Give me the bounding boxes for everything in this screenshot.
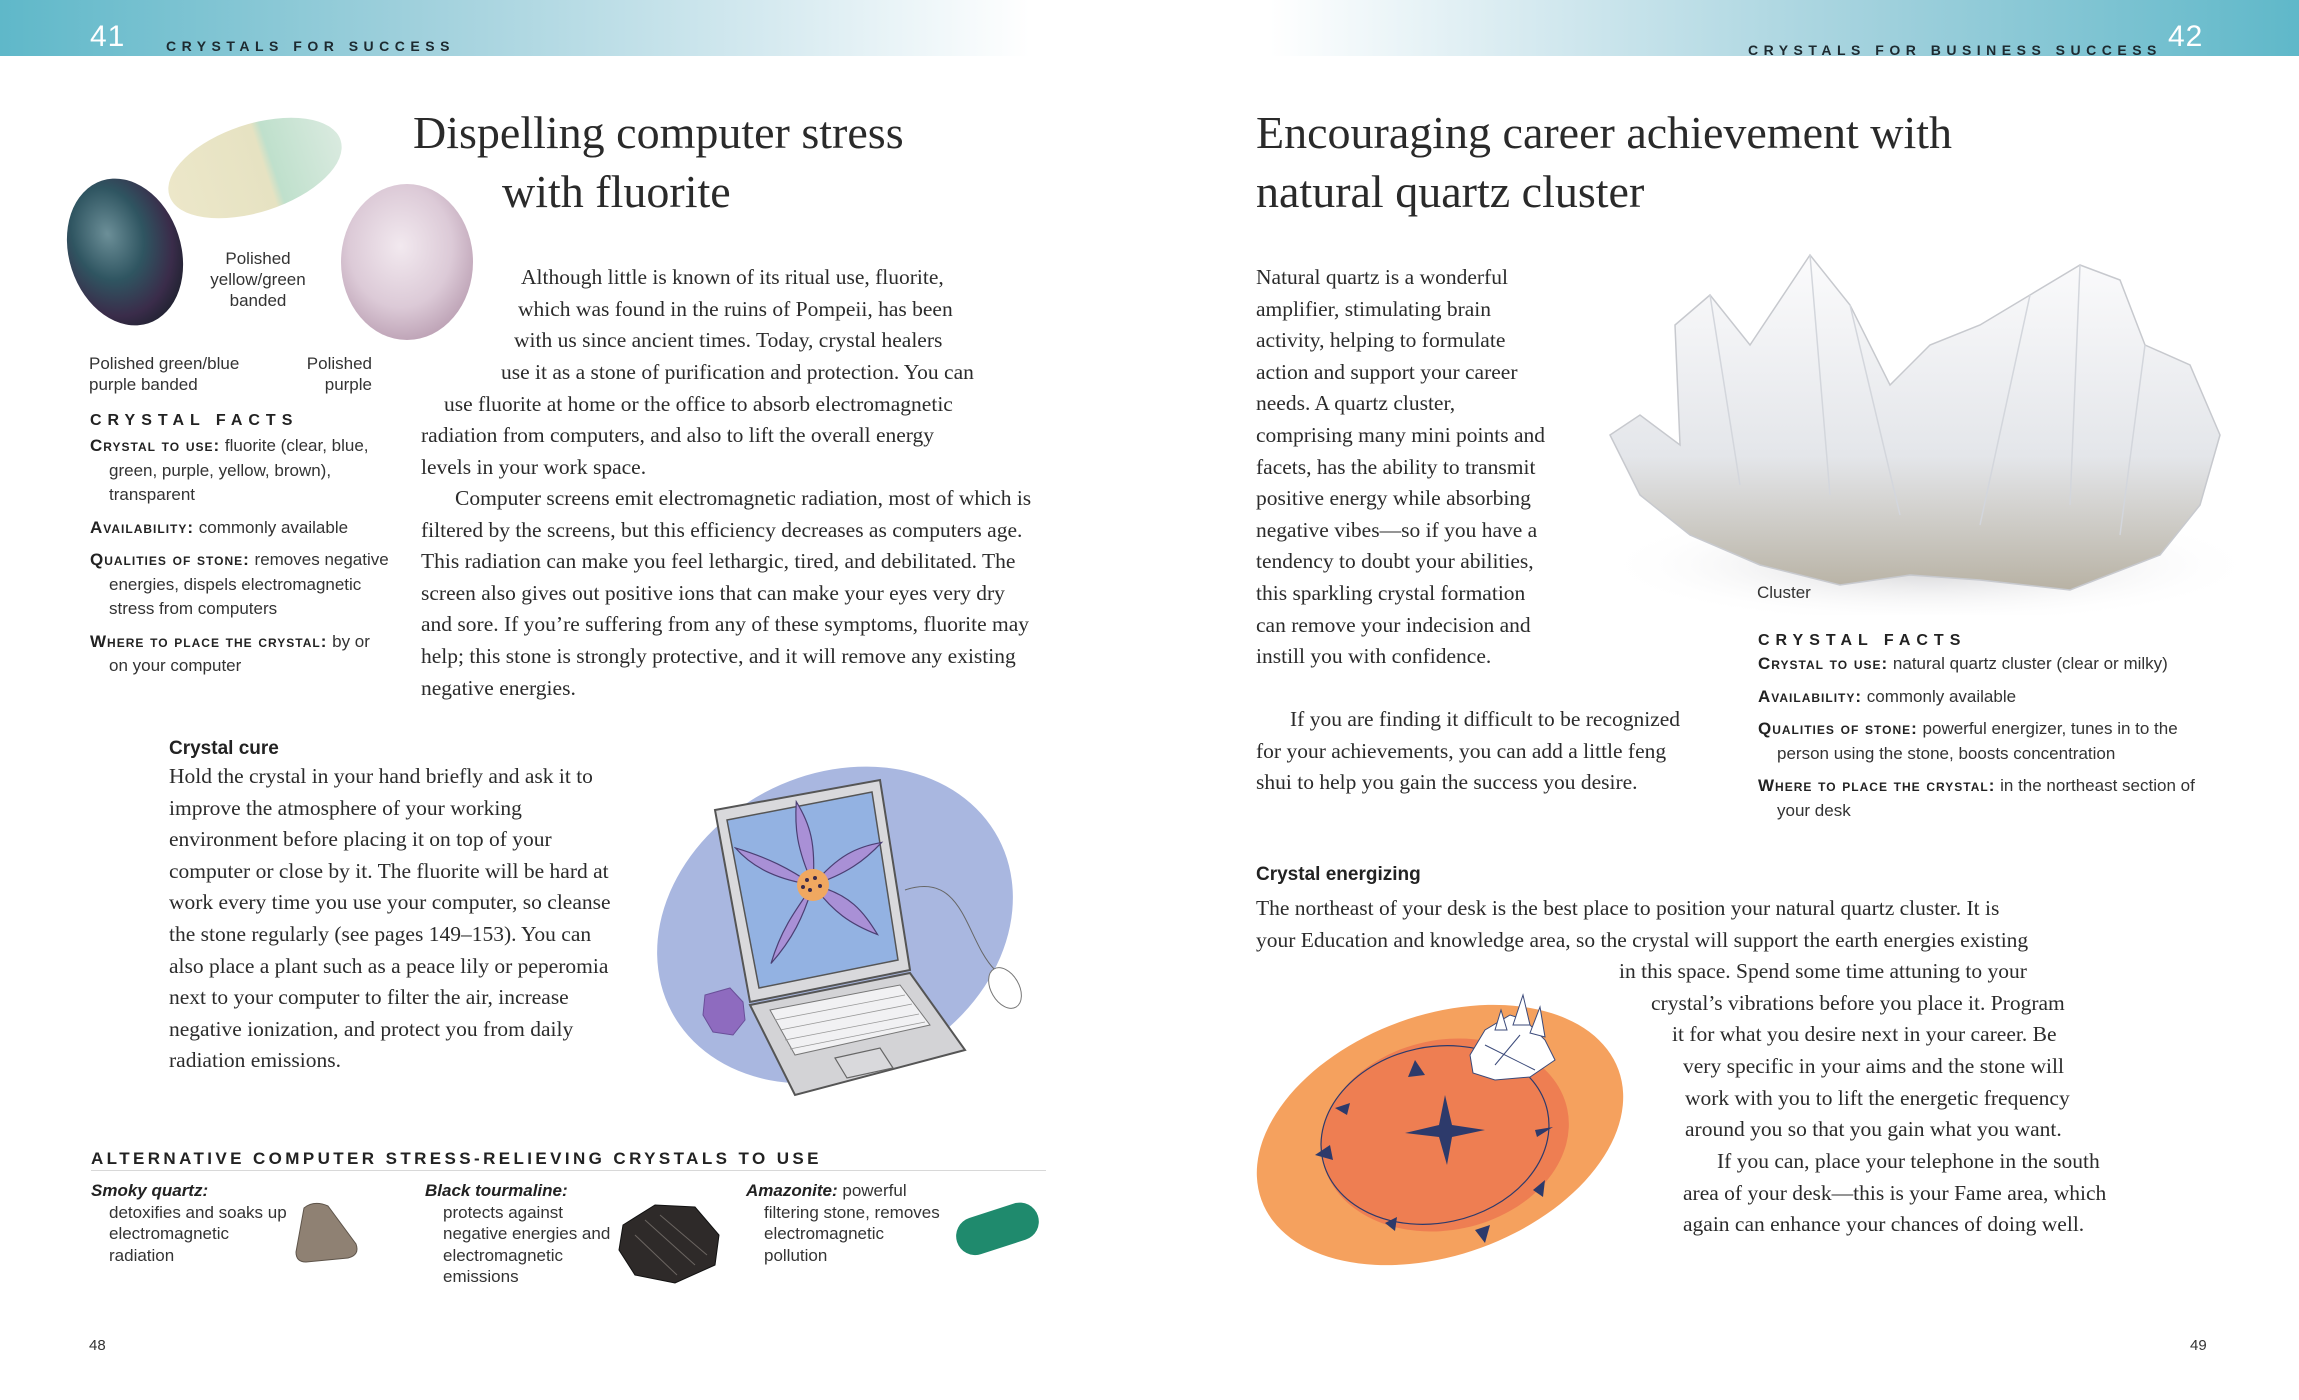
left-running-title: CRYSTALS FOR SUCCESS	[166, 38, 455, 54]
crystal-cure-section	[169, 738, 629, 1077]
intro-line-1: Although little is known of its ritual use, fluorite,	[521, 265, 944, 289]
caption-green-blue: Polished green/blue purple banded	[89, 354, 240, 394]
crystal-energizing-heading: Crystal energizing	[1256, 864, 1421, 885]
amazonite-photo	[950, 1195, 1045, 1265]
intro-line-4: use it as a stone of purification and protection. You can	[501, 360, 974, 384]
energizing-line-4: crystal’s vibrations before you place it. Program	[1651, 991, 2065, 1015]
right-intro: Natural quartz is a wonderful amplifier, stimulating brain activity, helping to formulate action and support your career needs. A quartz cluster, comprising many mini points and facets, has the ability to transmit positive energy while absorbing negative vibes—so if you have a tendency to doubt your abilities, this sparkling crystal formation can remove your indecision and instill you with confidence.	[1256, 265, 1546, 669]
alt-amazonite: Amazonite: powerful filtering stone, removes electromagnetic pollution	[746, 1181, 940, 1265]
laptop-illustration	[635, 740, 1035, 1100]
right-folio: 49	[2190, 1337, 2207, 1354]
fact-qualities: Qualities of stone: powerful energizer, tunes in to the person using the stone, boosts concentration	[1758, 719, 2178, 763]
left-paragraph-2: Computer screens emit electromagnetic radiation, most of which is filtered by the screens, but this efficiency decreases as computers age. This radiation can make you feel lethargic, tired, and debilitated. The screen also gives out positive ions that can make your eyes very dry and sore. If you’re suffering from any of these symptoms, fluorite may help; this stone is strongly protective, and it will remove any existing negative energies.	[421, 486, 1032, 700]
alternatives-heading: ALTERNATIVE COMPUTER STRESS-RELIEVING CRYSTALS TO USE	[91, 1149, 822, 1168]
energizing-line-1: The northeast of your desk is the best place to position your natural quartz cluster. It is	[1256, 896, 2000, 920]
compass-illustration	[1245, 985, 1640, 1285]
energizing-line-3: in this space. Spend some time attuning to your	[1619, 959, 2027, 983]
left-header-band	[0, 0, 1030, 56]
caption-yellow-green: Polished yellow/green banded	[210, 249, 306, 310]
left-page-title-line-1: Dispelling computer stress	[413, 107, 904, 158]
fluorite-stones-photo	[55, 110, 475, 370]
fact-availability: Availability: commonly available	[1758, 686, 2017, 706]
black-tourmaline-photo	[615, 1195, 725, 1290]
right-chapter-number: 42	[2168, 20, 2204, 53]
quartz-cluster-photo	[1600, 235, 2240, 615]
energizing-line-6: very specific in your aims and the stone will	[1683, 1054, 2064, 1078]
left-crystal-facts	[90, 412, 390, 687]
left-folio: 48	[89, 1337, 106, 1354]
intro-line-3: with us since ancient times. Today, crystal healers	[514, 328, 943, 352]
alt-black-tourmaline: Black tourmaline: protects against negative energies and electromagnetic emissions	[425, 1181, 611, 1286]
fact-crystal-to-use: Crystal to use: fluorite (clear, blue, green, purple, yellow, brown), transparent	[90, 436, 369, 504]
right-page-title-line-1: Encouraging career achievement with	[1256, 107, 1953, 158]
left-page-title-line-2: with fluorite	[502, 166, 731, 217]
left-chapter-number: 41	[90, 20, 126, 53]
fact-crystal-to-use: Crystal to use: natural quartz cluster (clear or milky)	[1758, 654, 2168, 673]
right-page-title-line-2: natural quartz cluster	[1256, 166, 1645, 217]
fact-where-to-place: Where to place the crystal: by or on your computer	[90, 631, 370, 675]
crystal-cure-text: Hold the crystal in your hand briefly and ask it to improve the atmosphere of your working environment before placing it on top of your computer or close by it. The fluorite will be hard at work every time you use your computer, so cleanse the stone regularly (see pages 149–153). You can also place a plant such as a peace lily or peperomia next to your computer to filter the air, increase negative ionization, and protect you from daily radiation emissions.	[169, 764, 611, 1073]
intro-line-5: use fluorite at home or the office to absorb electromagnetic	[444, 392, 953, 416]
fact-availability: Availability: commonly available	[90, 517, 349, 537]
crystal-facts-heading: CRYSTAL FACTS	[90, 412, 299, 429]
energizing-line-8: around you so that you gain what you want.	[1685, 1117, 2062, 1141]
intro-line-7: levels in your work space.	[421, 455, 647, 479]
right-running-title: CRYSTALS FOR BUSINESS SUCCESS	[1748, 42, 2162, 58]
energizing-paragraph-2: If you can, place your telephone in the south area of your desk—this is your Fame area, which again can enhance your chances of doing well.	[1683, 1149, 2107, 1237]
cluster-caption: Cluster	[1757, 583, 1811, 602]
caption-purple: Polished purple	[306, 354, 372, 394]
fact-where-to-place: Where to place the crystal: in the northeast section of your desk	[1758, 776, 2195, 820]
energizing-line-2: your Education and knowledge area, so the crystal will support the earth energies existing	[1256, 928, 2029, 952]
alt-smoky-quartz: Smoky quartz: detoxifies and soaks up electromagnetic radiation	[91, 1181, 287, 1265]
fact-qualities: Qualities of stone: removes negative energies, dispels electromagnetic stress from computers	[90, 550, 389, 618]
right-paragraph-2: If you are finding it difficult to be recognized for your achievements, you can add a little feng shui to help you gain the success you desire.	[1256, 707, 1681, 795]
crystal-facts-heading: CRYSTAL FACTS	[1758, 632, 1967, 649]
right-crystal-facts	[1758, 632, 2208, 831]
energizing-line-5: it for what you desire next in your career. Be	[1672, 1022, 2057, 1046]
smoky-quartz-photo	[290, 1200, 370, 1270]
intro-line-6: radiation from computers, and also to lift the overall energy	[421, 423, 935, 447]
alternatives-divider	[91, 1170, 1046, 1171]
intro-line-2: which was found in the ruins of Pompeii, has been	[518, 297, 953, 321]
crystal-cure-heading: Crystal cure	[169, 738, 279, 759]
energizing-line-7: work with you to lift the energetic frequency	[1685, 1086, 2070, 1110]
